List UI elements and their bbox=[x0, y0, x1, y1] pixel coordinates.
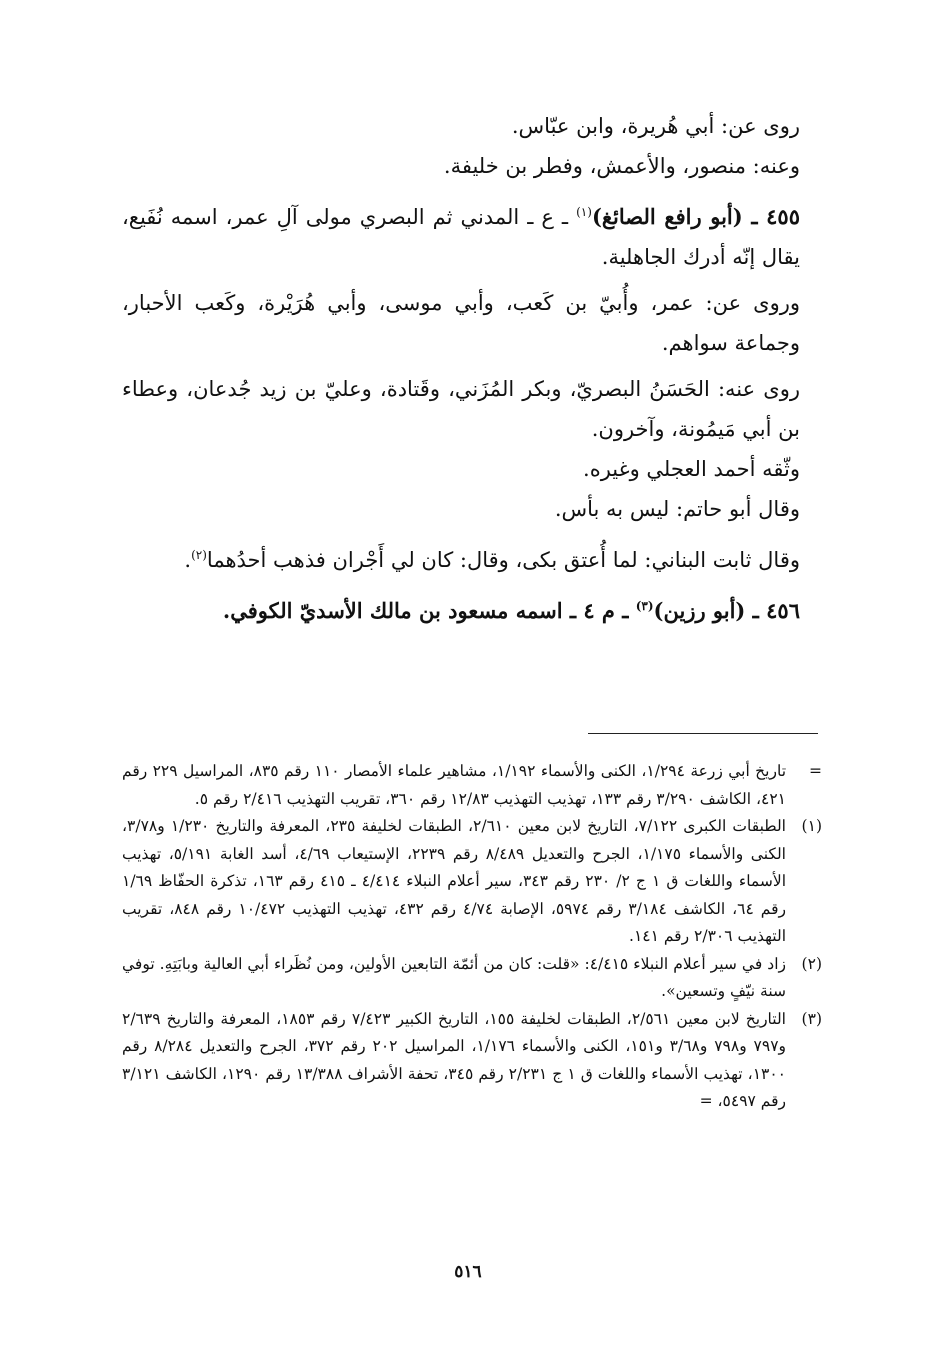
paragraph-narrated-from: روى عن: أبي هُريرة، وابن عبّاس. bbox=[511, 114, 800, 138]
footnote-marker: = bbox=[809, 762, 822, 780]
paragraph-455-narrated-by: روى عنه: الحَسَنُ البصريّ، وبكر المُزَني، وقَتادة، وعليّ بن زيد جُدعان، وعطاء بن أبي مَيمُونة، وآخرون. bbox=[122, 377, 800, 441]
footnote-2 bbox=[122, 951, 822, 1006]
footnote-marker: (٣) bbox=[801, 1009, 822, 1028]
paragraph-455-trust: وثّقه أحمد العجلي وغيره. bbox=[583, 457, 800, 481]
entry-455-text: ـ ع ـ المدني ثم البصري مولى آلِ عمر، اسمه نُفَيع، يقال إنّه أدرك الجاهلية. bbox=[122, 205, 800, 269]
footnote-text: التاريخ لابن معين ٢/٥٦١، الطبقات لخليفة ١٥٥، التاريخ الكبير ٧/٤٢٣ رقم ١٨٥٣، المعرفة والتاريخ ٢/٦٣٩ و٧٩٧ و٧٩٨ و٣/٦٨ و١٥١، الكنى والأسماء ١/١٧٦، المراسيل ٢٠٢ رقم ٣٧٢، الجرح والتعديل ٨/٢٨٤ رقم ١٣٠٠، تهذيب الأسماء واللغات ق ١ ج ٢/٢٣١ رقم ٣٤٥، تحفة الأشراف ١٣/٣٨٨ رقم ١٢٩٠، الكاشف ٣/١٢١ رقم ٥٤٩٧، = bbox=[122, 1009, 787, 1110]
thabit-end: . bbox=[184, 548, 192, 572]
footnote-text: زاد في سير أعلام النبلاء ٤/٤١٥: «قلت: كان من أئمّة التابعين الأولين، ومن نُظَراء أبي العالية وبابَتِهِ. توفي سنة نيّفٍ وتسعين». bbox=[122, 954, 786, 1000]
entry-456-heading: ٤٥٦ ـ (أبو رزين) bbox=[653, 598, 800, 623]
footnote-1 bbox=[122, 813, 822, 951]
footnote-divider bbox=[588, 733, 818, 734]
footnote-3 bbox=[122, 1006, 822, 1116]
footnote-ref-3: (٣) bbox=[635, 599, 654, 613]
footnote-continued bbox=[122, 758, 822, 813]
paragraph-narrated-by: وعنه: منصور، والأعمش، وفطر بن خليفة. bbox=[443, 154, 800, 178]
paragraph-455-thabit bbox=[122, 535, 822, 580]
footnote-marker: (٢) bbox=[801, 954, 822, 973]
footnote-marker: (١) bbox=[801, 817, 822, 835]
page-number: ٥١٦ bbox=[454, 1262, 482, 1282]
footnote-ref-1: (١) bbox=[576, 205, 592, 219]
paragraph-455-narrated-from: وروى عن: عمر، وأُبيّ بن كَعب، وأبي موسى، وأبي هُرَيْرة، وكَعب الأحبار، وجماعة سواهم. bbox=[122, 291, 800, 355]
entry-455-heading: ٤٥٥ ـ (أبو رافع الصائغ) bbox=[591, 204, 800, 229]
footnote-ref-2: (٢) bbox=[191, 548, 207, 562]
footnote-text: الطبقات الكبرى ٧/١٢٢، التاريخ لابن معين ٢/٦١٠، الطبقات لخليفة ٢٣٥، المعرفة والتاريخ ١/٢٣٠ و٣/٧٨، الكنى والأسماء ١/١٧٥، الجرح والتعديل ٨/٤٨٩ رقم ٢٢٣٩، الإستيعاب ٤/٦٩، أسد الغابة ٥/١٩١، تهذيب الأسماء واللغات ق ١ ج ٢/ ٢٣٠ رقم ٣٤٣، سير أعلام النبلاء ٤/٤١٤ ـ ٤١٥ رقم ١٦٣، تذكرة الحفّاظ ١/٦٩ رقم ٦٤، الكاشف ٣/١٨٤ رقم ٥٩٧٤، الإصابة ٤/٧٤ رقم ٤٣٢، تهذيب التهذيب ١٠/٤٧٢ رقم ٨٤٨، تقريب التهذيب ٢/٣٠٦ رقم ١٤١. bbox=[122, 817, 787, 945]
footnotes bbox=[122, 758, 822, 1116]
paragraph-455-abu-hatim: وقال أبو حاتم: ليس به بأس. bbox=[554, 497, 800, 521]
entry-456 bbox=[122, 586, 822, 631]
entry-455 bbox=[122, 192, 822, 277]
footnote-text: تاريخ أبي زرعة ١/٢٩٤، الكنى والأسماء ١/١٩٢، مشاهير علماء الأمصار ١١٠ رقم ٨٣٥، المراسيل ٢٢٩ رقم ٤٢١، الكاشف ٣/٢٩٠ رقم ١٣٣، تهذيب التهذيب ١٢/٨٣ رقم ٣٦٠، تقريب التهذيب ٢/٤١٦ رقم ٥. bbox=[122, 762, 787, 808]
entry-456-text: ـ م ٤ ـ اسمه مسعود بن مالك الأسديّ الكوفي. bbox=[222, 598, 636, 623]
main-text bbox=[122, 106, 822, 631]
thabit-text: وقال ثابت البناني: لما أُعتق بكى، وقال: كان لي أَجْران فذهب أحدُهما bbox=[206, 548, 800, 572]
